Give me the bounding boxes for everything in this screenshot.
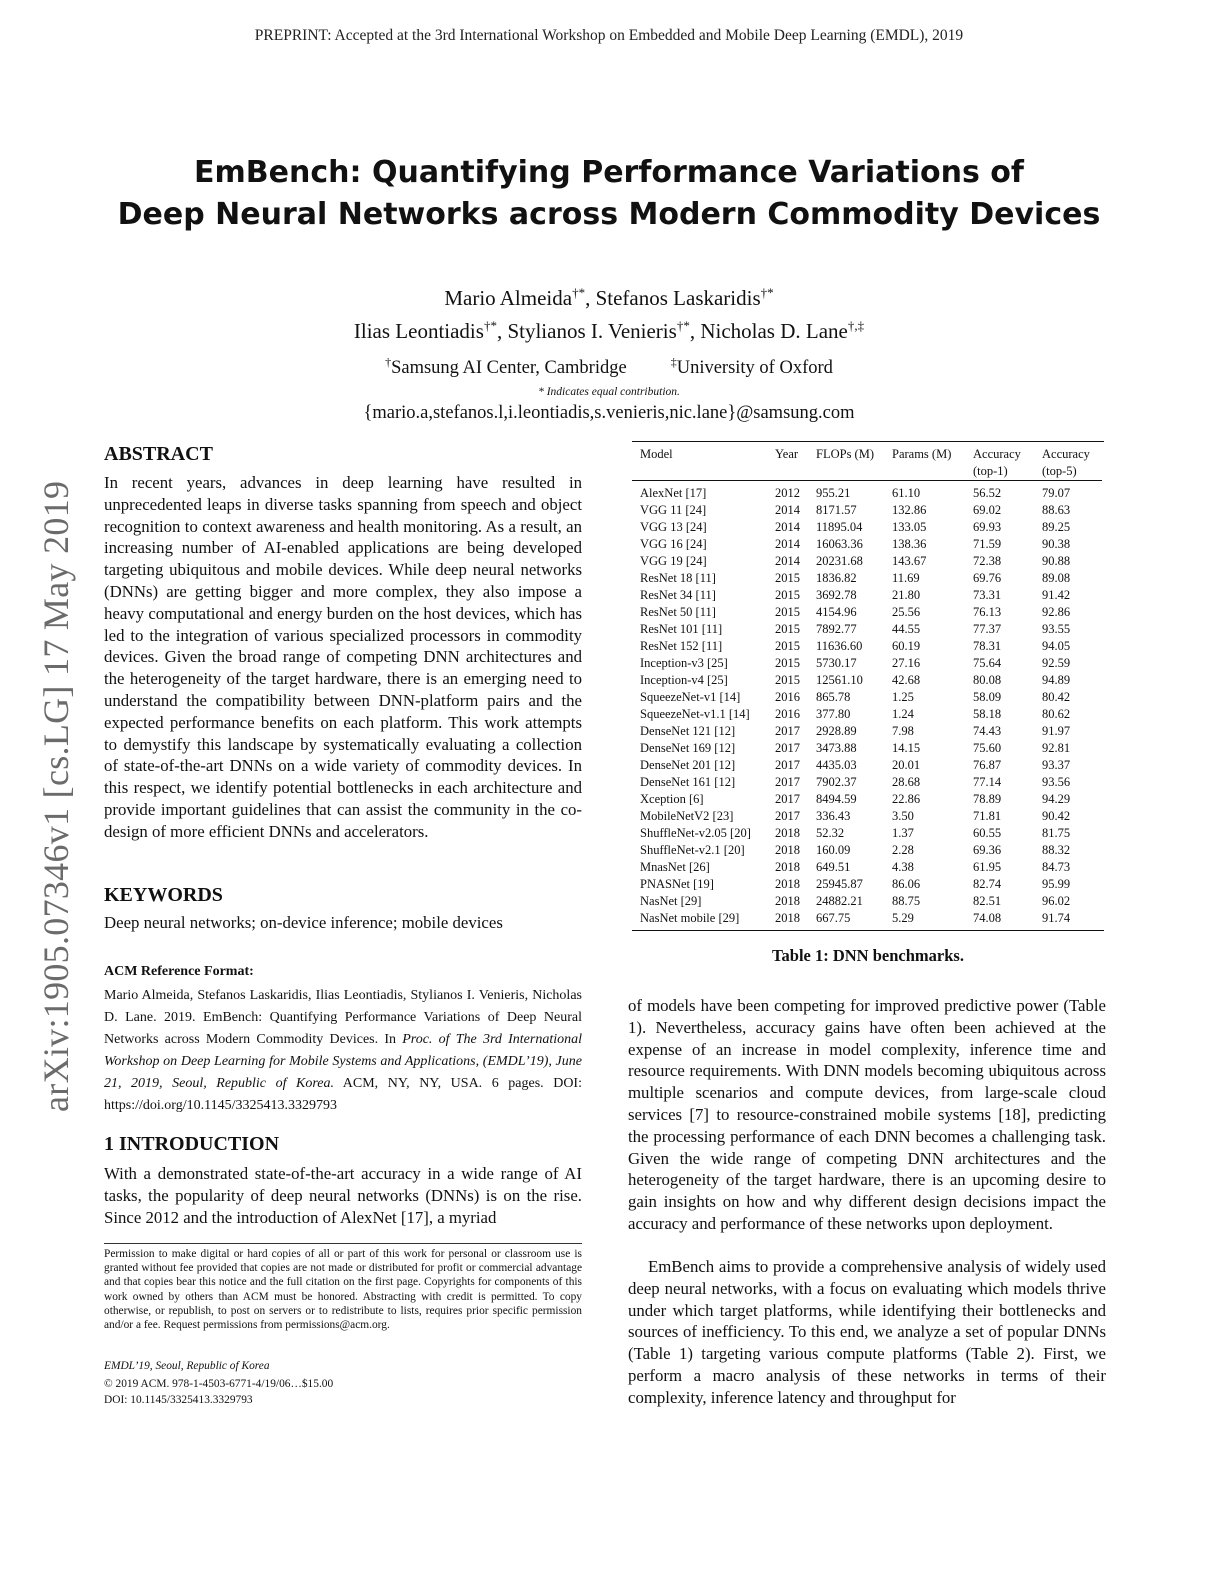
abstract-heading: ABSTRACT	[104, 443, 213, 465]
cell-accuracy-top5: 94.29	[1042, 792, 1071, 806]
cell-accuracy-top1: 60.55	[973, 826, 1002, 840]
table-row	[632, 638, 1102, 655]
cell-accuracy-top5: 91.97	[1042, 724, 1071, 738]
cell-model: PNASNet [19]	[640, 877, 714, 891]
table-row	[632, 655, 1102, 672]
title-line-1: EmBench: Quantifying Performance Variations of	[194, 155, 1024, 190]
cell-year: 2015	[775, 571, 800, 585]
copyright-line: © 2019 ACM. 978-1-4503-6771-4/19/06…$15.00	[104, 1378, 334, 1390]
cell-params: 1.37	[892, 826, 914, 840]
cell-flops: 7892.77	[816, 622, 857, 636]
doi-line: DOI: 10.1145/3325413.3329793	[104, 1394, 253, 1406]
cell-year: 2014	[775, 554, 800, 568]
table-row	[632, 536, 1102, 553]
author-name: Nicholas D. Lane	[700, 319, 848, 343]
cell-accuracy-top5: 90.38	[1042, 537, 1071, 551]
introduction-text-right-p1: of models have been competing for improved predictive power (Table 1). Nevertheless, accuracy gains have often been achieved at the expense of an increase in model complexity, inference time and resource requirements. With DNN models becoming ubiquitous across multiple scenarios and compute devices, from large-scale cloud services [7] to resource-constrained mobile systems [18], predicting the processing performance of each DNN becomes a challenging task. Given the wide range of competing DNN architectures and the heterogeneity of the target hardware, there is an upcoming desire to gain insights on how and why different design decisions impact the accuracy and performance of these networks upon deployment.	[628, 996, 1106, 1233]
cell-params: 14.15	[892, 741, 921, 755]
cell-model: DenseNet 201 [12]	[640, 758, 736, 772]
author-emails: {mario.a,stefanos.l,i.leontiadis,s.venieris,nic.lane}@samsung.com	[363, 403, 855, 423]
cell-year: 2012	[775, 486, 800, 500]
cell-accuracy-top5: 92.59	[1042, 656, 1071, 670]
header-top1-label: (top-1)	[973, 464, 1008, 478]
cell-flops: 11636.60	[816, 639, 863, 653]
cell-year: 2017	[775, 758, 800, 772]
author-line-1	[60, 279, 1158, 312]
cell-model: ShuffleNet-v2.05 [20]	[640, 826, 751, 840]
cell-year: 2014	[775, 503, 800, 517]
author-mark: †*	[572, 285, 586, 300]
dnn-benchmark-table	[632, 441, 1104, 931]
cell-model: ShuffleNet-v2.1 [20]	[640, 843, 745, 857]
affiliations	[60, 355, 1158, 379]
cell-params: 20.01	[892, 758, 921, 772]
affiliation-mark: ‡	[670, 355, 677, 369]
cell-accuracy-top1: 71.81	[973, 809, 1002, 823]
acm-reference-text	[104, 985, 582, 1117]
cell-accuracy-top5: 84.73	[1042, 860, 1071, 874]
cell-params: 61.10	[892, 486, 921, 500]
cell-year: 2015	[775, 673, 800, 687]
author-separator: ,	[689, 319, 701, 343]
cell-params: 86.06	[892, 877, 921, 891]
author-list	[60, 279, 1158, 345]
table-row	[632, 706, 1102, 723]
header-accuracy-top5	[1042, 442, 1102, 481]
cell-accuracy-top5: 88.32	[1042, 843, 1071, 857]
cell-model: ResNet 18 [11]	[640, 571, 716, 585]
cell-flops: 5730.17	[816, 656, 857, 670]
cell-model: ResNet 152 [11]	[640, 639, 723, 653]
affiliation-samsung: Samsung AI Center, Cambridge	[391, 358, 627, 379]
header-accuracy-top1	[973, 442, 1042, 481]
cell-model: Xception [6]	[640, 792, 704, 806]
author-name: Mario Almeida	[444, 286, 573, 310]
cell-accuracy-top1: 82.51	[973, 894, 1002, 908]
cell-accuracy-top5: 91.42	[1042, 588, 1071, 602]
paper-title	[60, 152, 1158, 236]
affiliation-mark: †	[385, 355, 392, 369]
cell-year: 2015	[775, 622, 800, 636]
cell-year: 2017	[775, 741, 800, 755]
cell-model: Inception-v3 [25]	[640, 656, 728, 670]
cell-flops: 11895.04	[816, 520, 863, 534]
table-row	[632, 808, 1102, 825]
table-row	[632, 723, 1102, 740]
cell-params: 3.50	[892, 809, 914, 823]
cell-accuracy-top1: 74.08	[973, 911, 1002, 925]
cell-flops: 8494.59	[816, 792, 857, 806]
table-row	[632, 570, 1102, 587]
title-line-2: Deep Neural Networks across Modern Commodity Devices	[117, 197, 1101, 232]
cell-accuracy-top1: 72.38	[973, 554, 1002, 568]
header-year: Year	[775, 447, 799, 461]
cell-flops: 7902.37	[816, 775, 857, 789]
table-row	[632, 876, 1102, 893]
cell-model: ResNet 34 [11]	[640, 588, 716, 602]
table-row	[632, 481, 1102, 503]
table-caption: Table 1: DNN benchmarks.	[772, 946, 964, 965]
cell-model: MnasNet [26]	[640, 860, 710, 874]
cell-params: 7.98	[892, 724, 914, 738]
cell-year: 2017	[775, 775, 800, 789]
cell-flops: 1836.82	[816, 571, 857, 585]
header-accuracy-label: Accuracy	[973, 447, 1021, 461]
cell-accuracy-top5: 90.42	[1042, 809, 1071, 823]
table-row	[632, 587, 1102, 604]
table-row	[632, 859, 1102, 876]
cell-accuracy-top1: 58.09	[973, 690, 1002, 704]
cell-model: ResNet 50 [11]	[640, 605, 716, 619]
affiliation-oxford: University of Oxford	[676, 358, 833, 379]
cell-params: 42.68	[892, 673, 921, 687]
cell-year: 2018	[775, 877, 800, 891]
cell-flops: 3692.78	[816, 588, 857, 602]
cell-params: 28.68	[892, 775, 921, 789]
cell-accuracy-top5: 94.89	[1042, 673, 1071, 687]
introduction-text-right-p2: EmBench aims to provide a comprehensive analysis of widely used deep neural networks, with a focus on evaluating which models thrive under which target platforms, while identifying their bottlenecks and sources of inefficiency. To this end, we analyze a set of popular DNNs (Table 1) targeting various compute platforms (Table 2). First, we perform a macro analysis of these networks in terms of their complexity, inference latency and throughput for	[628, 1257, 1106, 1407]
table-row	[632, 791, 1102, 808]
arxiv-identifier: arXiv:1905.07346v1 [cs.LG] 17 May 2019	[36, 480, 76, 1112]
cell-flops: 52.32	[816, 826, 845, 840]
abstract-text: In recent years, advances in deep learning have resulted in unprecedented leaps in diverse tasks spanning from speech and object recognition to context awareness and health monitoring. As a result, an increasing number of AI-enabled applications are being developed targeting ubiquitous and mobile devices. While deep neural networks (DNNs) are getting bigger and more complex, they also impose a heavy computational and energy burden on the host devices, which has led to the integration of various specialized processors in commodity devices. Given the broad range of competing DNN architectures and the heterogeneity of the target hardware, there is an emerging need to understand the compatibility between DNN-platform pairs and the expected performance benefits on each platform. This work attempts to demystify this landscape by systematically evaluating a collection of state-of-the-art DNNs on a wide variety of commodity devices. In this respect, we identify potential bottlenecks in each architecture and provide important guidelines that can assist the community in the co-design of more efficient DNNs and accelerators.	[104, 473, 582, 841]
cell-flops: 4435.03	[816, 758, 857, 772]
cell-model: DenseNet 161 [12]	[640, 775, 736, 789]
cell-accuracy-top5: 91.74	[1042, 911, 1071, 925]
cell-params: 22.86	[892, 792, 921, 806]
table-row	[632, 757, 1102, 774]
cell-params: 1.24	[892, 707, 914, 721]
cell-model: SqueezeNet-v1.1 [14]	[640, 707, 750, 721]
cell-year: 2016	[775, 690, 800, 704]
table-row	[632, 604, 1102, 621]
cell-year: 2017	[775, 792, 800, 806]
table-row	[632, 910, 1102, 930]
cell-accuracy-top5: 89.25	[1042, 520, 1071, 534]
cell-params: 11.69	[892, 571, 920, 585]
cell-model: VGG 16 [24]	[640, 537, 707, 551]
permission-notice: Permission to make digital or hard copies of all or part of this work for personal or classroom use is granted without fee provided that copies are not made or distributed for profit or commercial advantage and that copies bear this notice and the full citation on the first page. Copyrights for components of this work owned by others than ACM must be honored. Abstracting with credit is permitted. To copy otherwise, or republish, to post on servers or to redistribute to lists, requires prior specific permission and/or a fee. Request permissions from permissions@acm.org.	[104, 1248, 582, 1332]
author-name: Stylianos I. Venieris	[507, 319, 677, 343]
table-row	[632, 774, 1102, 791]
cell-flops: 649.51	[816, 860, 851, 874]
preprint-note: PREPRINT: Accepted at the 3rd International Workshop on Embedded and Mobile Deep Learning (EMDL), 2019	[254, 27, 964, 44]
cell-params: 27.16	[892, 656, 921, 670]
cell-accuracy-top5: 95.99	[1042, 877, 1071, 891]
cell-params: 143.67	[892, 554, 927, 568]
author-separator: ,	[585, 286, 596, 310]
keywords-heading: KEYWORDS	[104, 884, 223, 906]
cell-accuracy-top1: 73.31	[973, 588, 1002, 602]
cell-accuracy-top1: 82.74	[973, 877, 1002, 891]
cell-params: 2.28	[892, 843, 914, 857]
cell-accuracy-top1: 78.89	[973, 792, 1002, 806]
cell-accuracy-top1: 78.31	[973, 639, 1002, 653]
acm-reference-venue: Proc. of The 3rd International Workshop on Deep Learning for Mobile Systems and Applications, (EMDL’19), June 21, 2019, Seoul, Republic of Korea.	[104, 1032, 582, 1091]
table-row	[632, 519, 1102, 536]
table-row	[632, 842, 1102, 859]
cell-model: VGG 19 [24]	[640, 554, 707, 568]
table-header-row	[632, 442, 1102, 481]
cell-accuracy-top1: 58.18	[973, 707, 1002, 721]
cell-model: NasNet mobile [29]	[640, 911, 740, 925]
cell-flops: 12561.10	[816, 673, 863, 687]
table-row	[632, 621, 1102, 638]
cell-accuracy-top5: 79.07	[1042, 486, 1071, 500]
introduction-text-left: With a demonstrated state-of-the-art accuracy in a wide range of AI tasks, the popularity of deep neural networks (DNNs) is on the rise. Since 2012 and the introduction of AlexNet [17], a myriad	[104, 1164, 582, 1227]
header-params: Params (M)	[892, 447, 952, 461]
cell-accuracy-top1: 69.76	[973, 571, 1002, 585]
permission-divider	[104, 1243, 582, 1244]
author-name: Ilias Leontiadis	[353, 319, 484, 343]
cell-year: 2018	[775, 894, 800, 908]
cell-flops: 25945.87	[816, 877, 863, 891]
cell-accuracy-top1: 69.36	[973, 843, 1002, 857]
cell-model: ResNet 101 [11]	[640, 622, 723, 636]
cell-accuracy-top5: 96.02	[1042, 894, 1071, 908]
cell-accuracy-top1: 74.43	[973, 724, 1002, 738]
cell-accuracy-top1: 77.14	[973, 775, 1002, 789]
cell-year: 2015	[775, 605, 800, 619]
table-row	[632, 502, 1102, 519]
cell-year: 2018	[775, 860, 800, 874]
acm-reference-tail: ACM, NY, NY, USA. 6 pages. DOI: https://doi.org/10.1145/3325413.3329793	[104, 1076, 582, 1113]
cell-accuracy-top1: 75.64	[973, 656, 1002, 670]
cell-model: DenseNet 169 [12]	[640, 741, 736, 755]
cell-accuracy-top1: 71.59	[973, 537, 1002, 551]
cell-params: 88.75	[892, 894, 921, 908]
equal-contribution-note: * Indicates equal contribution.	[538, 386, 680, 398]
cell-year: 2018	[775, 911, 800, 925]
table-row	[632, 672, 1102, 689]
cell-year: 2015	[775, 656, 800, 670]
cell-year: 2015	[775, 639, 800, 653]
cell-accuracy-top5: 80.62	[1042, 707, 1071, 721]
cell-accuracy-top5: 80.42	[1042, 690, 1071, 704]
table-row	[632, 553, 1102, 570]
cell-accuracy-top5: 93.55	[1042, 622, 1071, 636]
cell-year: 2018	[775, 843, 800, 857]
cell-accuracy-top5: 93.37	[1042, 758, 1071, 772]
cell-accuracy-top1: 61.95	[973, 860, 1002, 874]
cell-year: 2014	[775, 537, 800, 551]
cell-flops: 160.09	[816, 843, 851, 857]
cell-year: 2016	[775, 707, 800, 721]
cell-accuracy-top5: 81.75	[1042, 826, 1071, 840]
cell-params: 44.55	[892, 622, 921, 636]
cell-model: MobileNetV2 [23]	[640, 809, 734, 823]
author-mark: †,‡	[847, 318, 865, 333]
cell-flops: 667.75	[816, 911, 851, 925]
header-top5-label: (top-5)	[1042, 464, 1077, 478]
header-accuracy-label: Accuracy	[1042, 447, 1090, 461]
cell-accuracy-top1: 69.02	[973, 503, 1002, 517]
cell-params: 5.29	[892, 911, 914, 925]
table-row	[632, 689, 1102, 706]
cell-params: 25.56	[892, 605, 921, 619]
cell-accuracy-top5: 90.88	[1042, 554, 1071, 568]
cell-flops: 336.43	[816, 809, 851, 823]
cell-model: DenseNet 121 [12]	[640, 724, 736, 738]
conference-line: EMDL’19, Seoul, Republic of Korea	[104, 1360, 270, 1372]
cell-year: 2017	[775, 809, 800, 823]
acm-reference-plain: Mario Almeida, Stefanos Laskaridis, Ilias Leontiadis, Stylianos I. Venieris, Nicholas D. Lane. 2019. EmBench: Quantifying Performance Variations of Deep Neural Networks across Modern Commodity Devices. In	[104, 988, 582, 1047]
cell-params: 4.38	[892, 860, 914, 874]
table-row	[632, 893, 1102, 910]
cell-accuracy-top5: 92.86	[1042, 605, 1071, 619]
cell-flops: 16063.36	[816, 537, 863, 551]
cell-year: 2018	[775, 826, 800, 840]
cell-accuracy-top1: 76.13	[973, 605, 1002, 619]
author-line-2	[60, 312, 1158, 345]
cell-accuracy-top1: 69.93	[973, 520, 1002, 534]
cell-model: Inception-v4 [25]	[640, 673, 728, 687]
cell-flops: 20231.68	[816, 554, 863, 568]
cell-params: 21.80	[892, 588, 921, 602]
keywords-text: Deep neural networks; on-device inference; mobile devices	[104, 913, 503, 932]
cell-year: 2014	[775, 520, 800, 534]
cell-model: AlexNet [17]	[640, 486, 707, 500]
cell-accuracy-top5: 92.81	[1042, 741, 1071, 755]
cell-accuracy-top1: 76.87	[973, 758, 1002, 772]
cell-params: 133.05	[892, 520, 927, 534]
introduction-heading: 1 INTRODUCTION	[104, 1133, 280, 1155]
cell-accuracy-top5: 89.08	[1042, 571, 1071, 585]
cell-flops: 8171.57	[816, 503, 857, 517]
header-flops: FLOPs (M)	[816, 447, 874, 461]
cell-accuracy-top1: 77.37	[973, 622, 1002, 636]
cell-params: 132.86	[892, 503, 927, 517]
cell-flops: 3473.88	[816, 741, 857, 755]
cell-flops: 4154.96	[816, 605, 857, 619]
cell-accuracy-top1: 75.60	[973, 741, 1002, 755]
acm-reference-heading: ACM Reference Format:	[104, 964, 254, 979]
author-mark: †*	[760, 285, 774, 300]
author-name: Stefanos Laskaridis	[595, 286, 761, 310]
author-mark: †*	[676, 318, 690, 333]
cell-accuracy-top5: 94.05	[1042, 639, 1071, 653]
cell-params: 138.36	[892, 537, 927, 551]
table-row	[632, 740, 1102, 757]
cell-flops: 24882.21	[816, 894, 863, 908]
cell-model: SqueezeNet-v1 [14]	[640, 690, 741, 704]
author-separator: ,	[496, 319, 508, 343]
cell-year: 2015	[775, 588, 800, 602]
cell-accuracy-top5: 93.56	[1042, 775, 1071, 789]
cell-accuracy-top1: 80.08	[973, 673, 1002, 687]
cell-flops: 2928.89	[816, 724, 857, 738]
cell-model: VGG 13 [24]	[640, 520, 707, 534]
cell-year: 2017	[775, 724, 800, 738]
cell-model: NasNet [29]	[640, 894, 702, 908]
author-mark: †*	[483, 318, 497, 333]
cell-params: 60.19	[892, 639, 921, 653]
table-row	[632, 825, 1102, 842]
table-body	[632, 481, 1102, 931]
cell-flops: 955.21	[816, 486, 851, 500]
header-model: Model	[640, 447, 673, 461]
cell-model: VGG 11 [24]	[640, 503, 707, 517]
cell-params: 1.25	[892, 690, 914, 704]
cell-accuracy-top5: 88.63	[1042, 503, 1071, 517]
cell-flops: 865.78	[816, 690, 851, 704]
cell-flops: 377.80	[816, 707, 851, 721]
cell-accuracy-top1: 56.52	[973, 486, 1002, 500]
